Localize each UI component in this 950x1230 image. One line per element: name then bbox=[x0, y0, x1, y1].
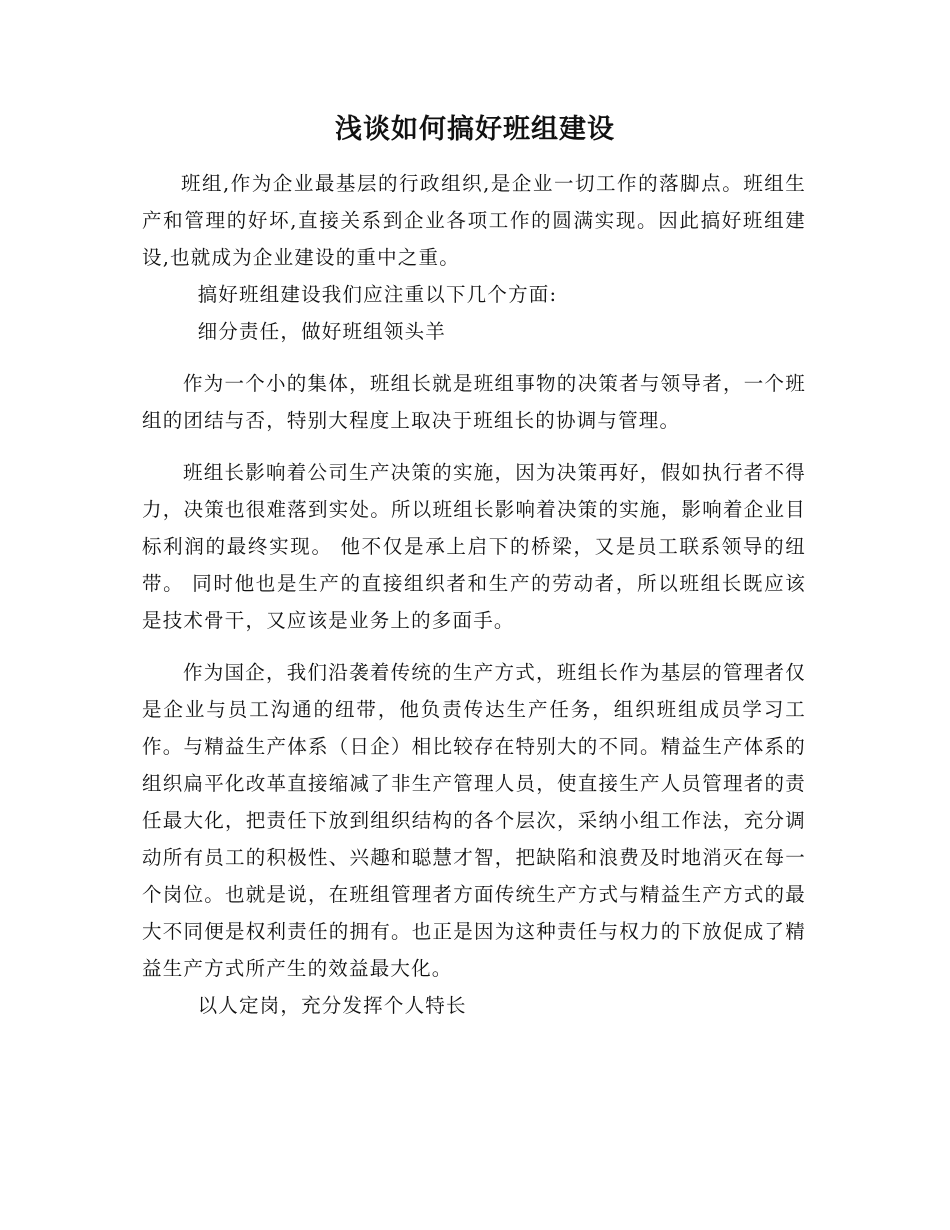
leader-influence-paragraph: 班组长影响着公司生产决策的实施，因为决策再好，假如执行者不得力，决策也很难落到实处。所以班组长影响着决策的实施，影响着企业目标利润的最终实现。 他不仅是承上启下的桥梁，又是员工联系领导的纽带。 同时他也是生产的直接组织者和生产的劳动者，所以班组长既应该是技术骨干，又应该是业务上的多面手。 bbox=[142, 461, 806, 632]
section-heading-responsibility: 细分责任，做好班组领头羊 bbox=[197, 320, 446, 343]
document-body bbox=[142, 165, 806, 1024]
team-leader-paragraph: 作为一个小的集体，班组长就是班组事物的决策者与领导者，一个班组的团结与否，特别大程度上取决于班组长的协调与管理。 bbox=[142, 372, 806, 432]
intro-paragraph: 班组,作为企业最基层的行政组织,是企业一切工作的落脚点。班组生产和管理的好坏,直接关系到企业各项工作的圆满实现。因此搞好班组建设,也就成为企业建设的重中之重。 bbox=[142, 172, 806, 269]
aspects-intro-line: 搞好班组建设我们应注重以下几个方面: bbox=[197, 283, 558, 306]
section-heading-positions: 以人定岗，充分发挥个人特长 bbox=[197, 994, 467, 1017]
document-title: 浅谈如何搞好班组建设 bbox=[335, 114, 615, 145]
lean-production-paragraph: 作为国企，我们沿袭着传统的生产方式，班组长作为基层的管理者仅是企业与员工沟通的纽带，他负责传达生产任务，组织班组成员学习工作。与精益生产体系（日企）相比较存在特别大的不同。精益生产体系的组织扁平化改革直接缩减了非生产管理人员，使直接生产人员管理者的责任最大化，把责任下放到组织结构的各个层次，采纳小组工作法，充分调动所有员工的积极性、兴趣和聪慧才智，把缺陷和浪费及时地消灭在每一个岗位。也就是说，在班组管理者方面传统生产方式与精益生产方式的最大不同便是权利责任的拥有。也正是因为这种责任与权力的下放促成了精益生产方式所产生的效益最大化。 bbox=[142, 661, 806, 980]
